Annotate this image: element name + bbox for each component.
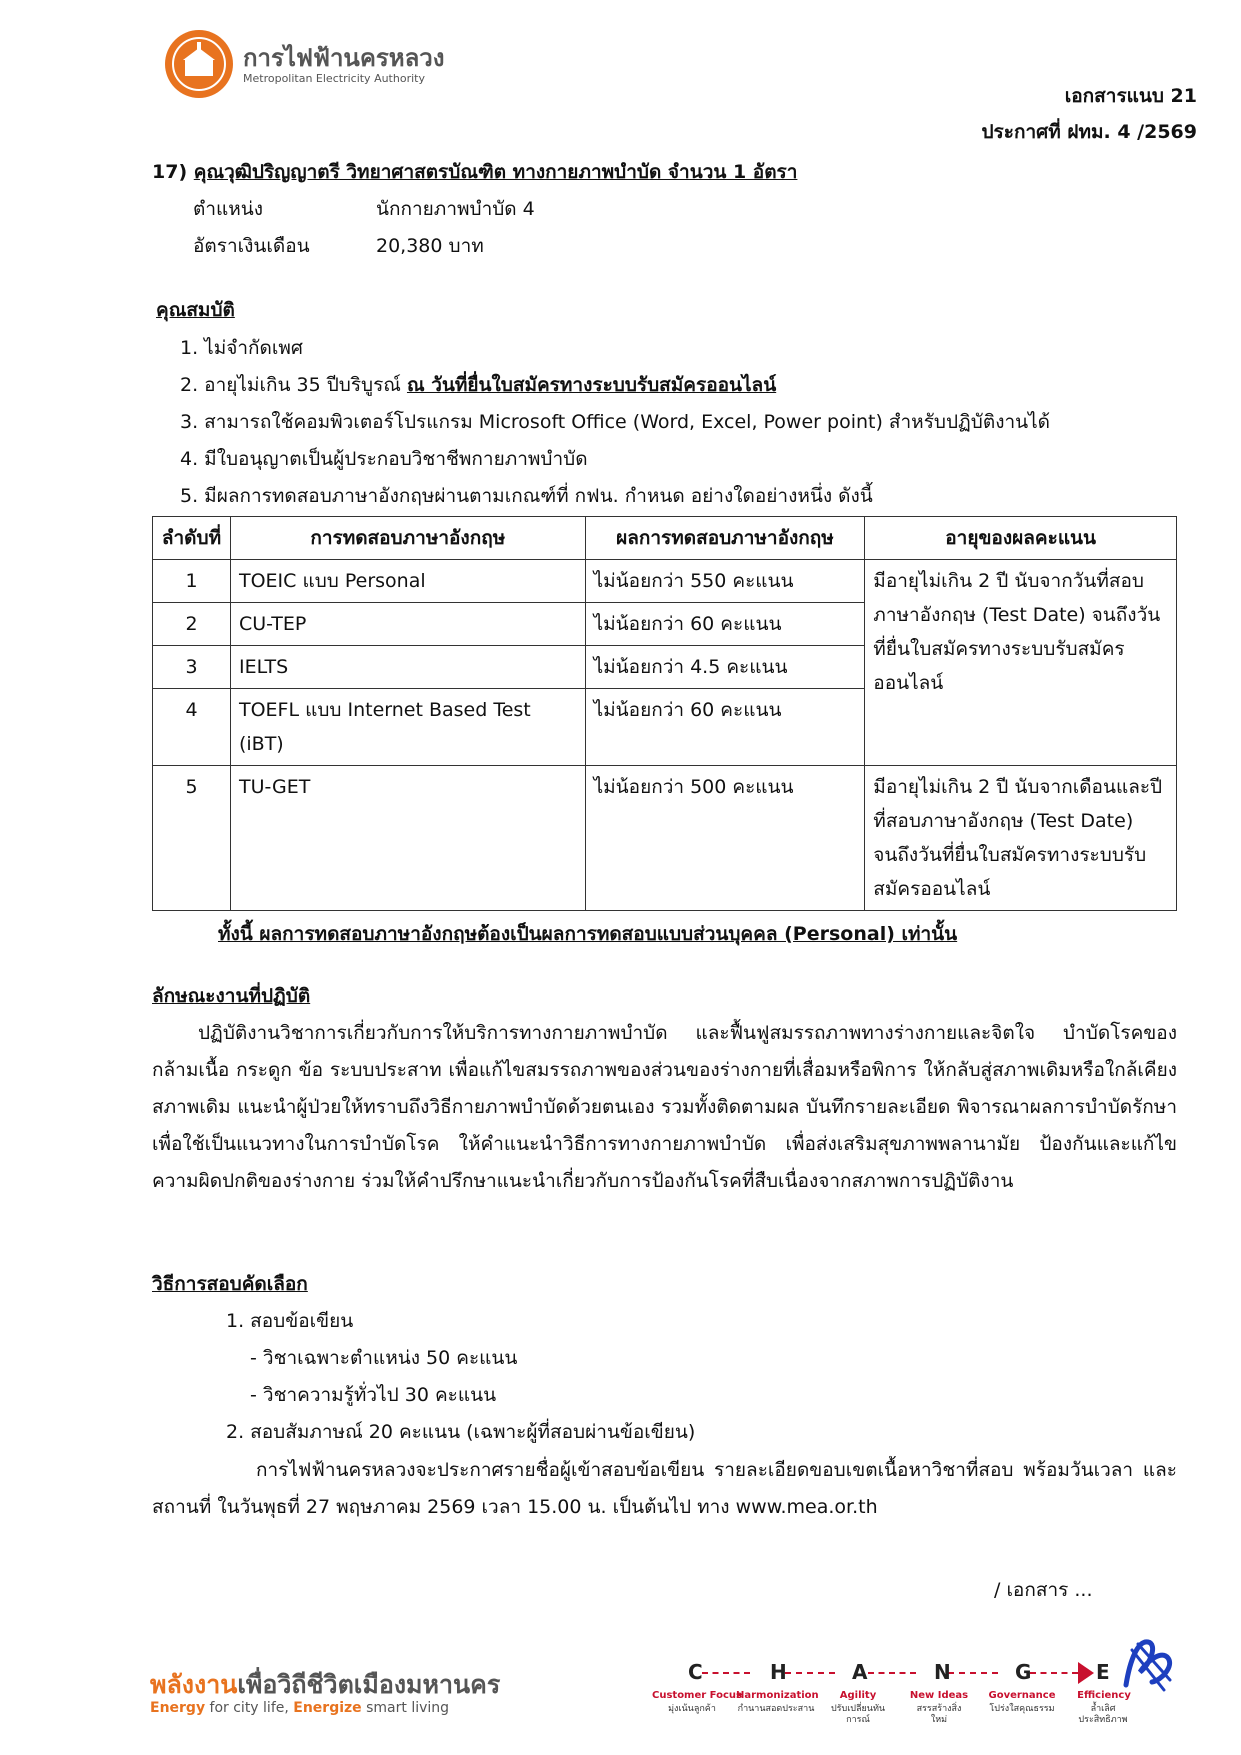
job-title: ลักษณะงานที่ปฏิบัติ [152, 985, 311, 1007]
attachment-label: เอกสารแนบ 21 [1064, 85, 1197, 107]
heading-text: คุณวุฒิปริญญาตรี วิทยาศาสตรบัณฑิต ทางกายภาพบำบัด จำนวน 1 อัตรา [193, 161, 798, 183]
change-letter-h: H [770, 1660, 787, 1684]
selection-step-1: 1. สอบข้อเขียน [226, 1310, 354, 1332]
change-connector [948, 1672, 998, 1674]
change-label-n: New Ideas [909, 1690, 969, 1701]
row-test: TU-GET [230, 766, 585, 911]
salary-label: อัตราเงินเดือน [193, 235, 310, 257]
tagline-en-part-3: Energize [293, 1700, 362, 1716]
heading-number: 17) [152, 161, 188, 183]
change-connector [785, 1672, 835, 1674]
tagline-en-part-2: for city life, [205, 1700, 294, 1716]
row-no: 5 [153, 766, 231, 911]
org-name-th: การไฟฟ้านครหลวง [243, 44, 445, 72]
row-no: 3 [153, 646, 231, 689]
row-no: 2 [153, 603, 231, 646]
footer-tagline-th [150, 1665, 500, 1705]
row-test: CU-TEP [230, 603, 585, 646]
mea-emblem-icon [165, 30, 233, 98]
change-label-a: Agility [839, 1690, 877, 1701]
qualification-item-2-text: 2. อายุไม่เกิน 35 ปีบริบูรณ์ [180, 374, 401, 396]
qualification-item-2-emphasis: ณ วันที่ยื่นใบสมัครทางระบบรับสมัครออนไลน์ [406, 374, 777, 396]
selection-notice: การไฟฟ้านครหลวงจะประกาศรายชื่อผู้เข้าสอบข้อเขียน รายละเอียดขอบเขตเนื้อหาวิชาที่สอบ พร้อมวันเวลา และสถานที่ ในวันพุธที่ 27 พฤษภาคม 2569 เวลา 15.00 น. เป็นต้นไป ทาง www.mea.or.th [152, 1459, 1177, 1518]
announcement-number: ประกาศที่ ฝทม. 4 /2569 [981, 121, 1197, 143]
position-label: ตำแหน่ง [193, 198, 264, 220]
change-sub-a: ปรับเปลี่ยนทันการณ์ [830, 1704, 886, 1725]
change-arrow-icon [1078, 1662, 1096, 1684]
change-sub-n: สรรสร้างสิ่งใหม่ [916, 1704, 962, 1725]
change-label-g: Governance [988, 1690, 1056, 1701]
row-score: ไม่น้อยกว่า 4.5 คะแนน [585, 646, 865, 689]
salary-value: 20,380 บาท [376, 235, 484, 257]
tagline-th-part-1: พลังงาน [150, 1670, 238, 1699]
qualification-item-2 [180, 367, 776, 403]
change-sub-e: ล้ำเลิศประสิทธิภาพ [1078, 1704, 1128, 1725]
change-letter-n: N [934, 1660, 951, 1684]
row-test: IELTS [230, 646, 585, 689]
change-letter-a: A [852, 1660, 868, 1684]
col-header-score: ผลการทดสอบภาษาอังกฤษ [585, 517, 865, 560]
english-note: ทั้งนี้ ผลการทดสอบภาษาอังกฤษต้องเป็นผลการทดสอบแบบส่วนบุคคล (Personal) เท่านั้น [218, 923, 958, 945]
change-connector [702, 1672, 750, 1674]
qualification-item-1: 1. ไม่จำกัดเพศ [180, 337, 303, 359]
row-no: 1 [153, 560, 231, 603]
change-sub-c: มุ่งเน้นลูกค้า [668, 1704, 716, 1714]
change-label-c: Customer Focus [652, 1690, 742, 1701]
table-row [153, 766, 1177, 911]
change-label-e: Efficiency [1077, 1690, 1131, 1701]
royal-emblem-icon [1118, 1630, 1178, 1700]
selection-sub-1: - วิชาเฉพาะตำแหน่ง 50 คะแนน [250, 1347, 518, 1369]
job-description: ปฏิบัติงานวิชาการเกี่ยวกับการให้บริการทางกายภาพบำบัด และฟื้นฟูสมรรถภาพทางร่างกายและจิตใจ บำบัดโรคของกล้ามเนื้อ กระดูก ข้อ ระบบประสาท เพื่อแก้ไขสมรรถภาพของส่วนของร่างกายที่เสื่อมหรือพิการ ให้กลับสู่สภาพเดิมหรือใกล้เคียงสภาพเดิม แนะนำผู้ป่วยให้ทราบถึงวิธีกายภาพบำบัดด้วยตนเอง รวมทั้งติดตามผล บันทึกรายละเอียด พิจารณาผลการบำบัดรักษา เพื่อใช้เป็นแนวทางในการบำบัดโรค ให้คำแนะนำวิธีการทางกายภาพบำบัด เพื่อส่งเสริมสุขภาพพลานามัย ป้องกันและแก้ไขความผิดปกติของร่างกาย ร่วมให้คำปรึกษาแนะนำเกี่ยวกับการป้องกันโรคที่สืบเนื่องจากสภาพการปฏิบัติงาน [152, 1022, 1177, 1192]
qualifications-title: คุณสมบัติ [156, 299, 235, 321]
tagline-th-part-2: เพื่อวิถีชีวิตเมืองมหานคร [237, 1670, 501, 1699]
change-sub-g: โปร่งใสคุณธรรม [989, 1704, 1055, 1714]
mea-logo [165, 30, 465, 100]
table-header-row [153, 517, 1177, 560]
change-letter-e: E [1096, 1660, 1110, 1684]
row-test: TOEIC แบบ Personal [230, 560, 585, 603]
validity-rows-1-4: มีอายุไม่เกิน 2 ปี นับจากวันที่สอบภาษาอังกฤษ (Test Date) จนถึงวันที่ยื่นใบสมัครทางระบบรับสมัครออนไลน์ [865, 560, 1177, 766]
english-test-table [152, 516, 1177, 911]
position-heading [152, 154, 797, 190]
validity-row-5: มีอายุไม่เกิน 2 ปี นับจากเดือนและปีที่สอบภาษาอังกฤษ (Test Date) จนถึงวันที่ยื่นใบสมัครทางระบบรับสมัครออนไลน์ [865, 766, 1177, 911]
col-header-validity: อายุของผลคะแนน [865, 517, 1177, 560]
col-header-test: การทดสอบภาษาอังกฤษ [230, 517, 585, 560]
qualification-item-3: 3. สามารถใช้คอมพิวเตอร์โปรแกรม Microsoft Office (Word, Excel, Power point) สำหรับปฏิบัติงานได้ [180, 411, 1051, 433]
footer-tagline-en [150, 1700, 449, 1716]
row-score: ไม่น้อยกว่า 60 คะแนน [585, 603, 865, 646]
col-header-no: ลำดับที่ [153, 517, 231, 560]
continued-marker: / เอกสาร ... [994, 1579, 1093, 1601]
change-letter-g: G [1015, 1660, 1032, 1684]
selection-title: วิธีการสอบคัดเลือก [152, 1273, 308, 1295]
org-name-en: Metropolitan Electricity Authority [243, 72, 425, 85]
position-value: นักกายภาพบำบัด 4 [376, 198, 535, 220]
selection-step-2: 2. สอบสัมภาษณ์ 20 คะแนน (เฉพาะผู้ที่สอบผ่านข้อเขียน) [226, 1421, 696, 1443]
table-row [153, 560, 1177, 603]
change-letter-c: C [688, 1660, 703, 1684]
change-connector [1030, 1672, 1078, 1674]
tagline-en-part-1: Energy [150, 1700, 206, 1716]
row-score: ไม่น้อยกว่า 500 คะแนน [585, 766, 865, 911]
qualification-item-5: 5. มีผลการทดสอบภาษาอังกฤษผ่านตามเกณฑ์ที่ กฟน. กำหนด อย่างใดอย่างหนึ่ง ดังนี้ [180, 485, 873, 507]
row-no: 4 [153, 689, 231, 766]
row-test: TOEFL แบบ Internet Based Test (iBT) [230, 689, 585, 766]
tagline-en-part-4: smart living [361, 1700, 450, 1716]
change-values [652, 1660, 1131, 1740]
selection-sub-2: - วิชาความรู้ทั่วไป 30 คะแนน [250, 1384, 497, 1406]
row-score: ไม่น้อยกว่า 60 คะแนน [585, 689, 865, 766]
change-sub-h: กำนานสอดประสาน [737, 1704, 815, 1714]
qualification-item-4: 4. มีใบอนุญาตเป็นผู้ประกอบวิชาชีพกายภาพบำบัด [180, 448, 588, 470]
change-label-h: Harmonization [736, 1690, 819, 1701]
change-connector [868, 1672, 916, 1674]
row-score: ไม่น้อยกว่า 550 คะแนน [585, 560, 865, 603]
